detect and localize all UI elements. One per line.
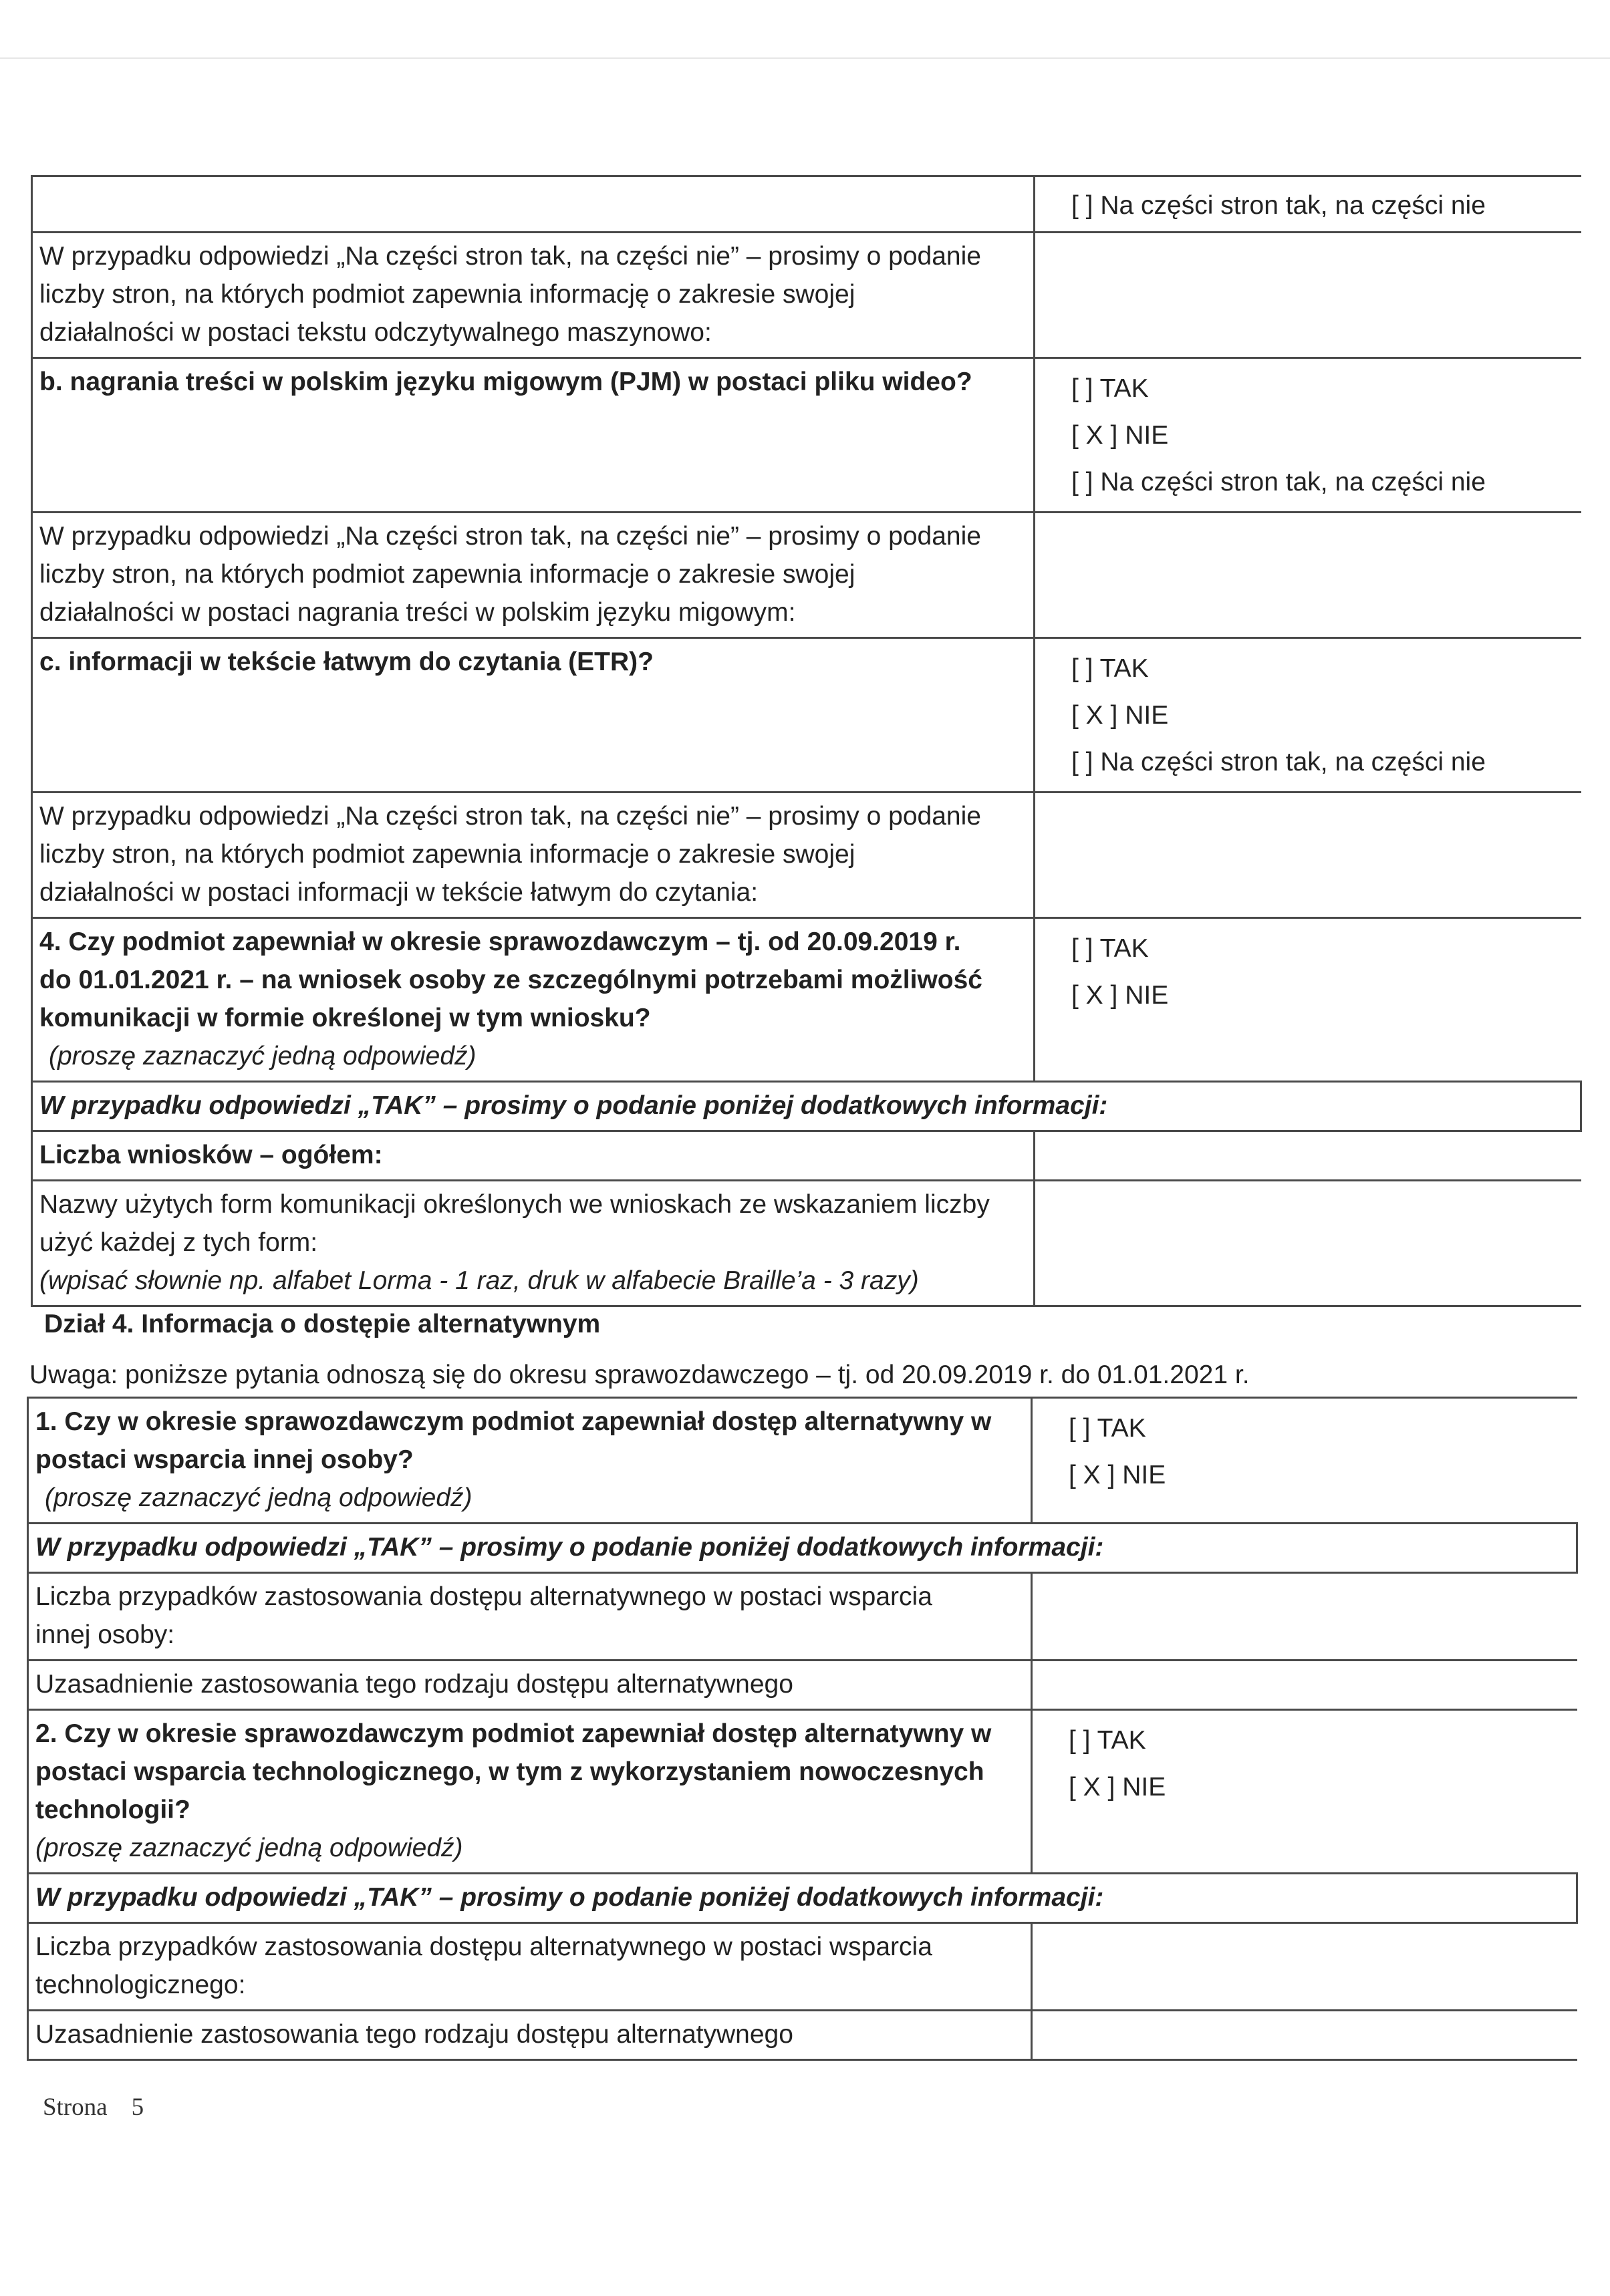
- option-nie[interactable]: [ X ] NIE: [1071, 981, 1169, 1010]
- text-line: działalności w postaci nagrania treści w polskim języku migowym:: [39, 598, 796, 627]
- table-row: [28, 1398, 1577, 1524]
- text-line: Liczba przypadków zastosowania dostępu alternatywnego w postaci wsparcia: [35, 1582, 932, 1611]
- text-line: działalności w postaci informacji w tekście łatwym do czytania:: [39, 878, 759, 907]
- text-line: liczby stron, na których podmiot zapewnia informacje o zakresie swojej: [39, 840, 855, 869]
- question-cell: [28, 1710, 1032, 1874]
- question-b: b. nagrania treści w polskim języku migowym (PJM) w postaci pliku wideo?: [39, 368, 972, 396]
- text-line: postaci wsparcia innej osoby?: [35, 1445, 414, 1474]
- answer-input-cell[interactable]: [1035, 513, 1581, 638]
- label-cell: [32, 1181, 1035, 1306]
- option-nie[interactable]: [ X ] NIE: [1071, 701, 1169, 730]
- answer-cell: [1032, 1710, 1577, 1874]
- answer-input-cell[interactable]: [1032, 1923, 1577, 2011]
- table-row: [32, 1082, 1581, 1131]
- text-line: działalności w postaci tekstu odczytywalnego maszynowo:: [39, 318, 712, 347]
- text-line: innej osoby:: [35, 1620, 175, 1649]
- text-line: do 01.01.2021 r. – na wniosek osoby ze szczególnymi potrzebami możliwość: [39, 966, 982, 994]
- question-4: 4. Czy podmiot zapewniał w okresie sprawozdawczym – tj. od 20.09.2019 r.: [39, 927, 961, 956]
- option-nie[interactable]: [ X ] NIE: [1069, 1461, 1166, 1489]
- question-cell: [32, 233, 1035, 358]
- question-cell: [28, 1398, 1032, 1524]
- option-tak[interactable]: [ ] TAK: [1069, 1414, 1146, 1443]
- text-line: technologicznego:: [35, 1971, 246, 1999]
- accessibility-table-part-1: [31, 175, 1582, 1307]
- option-tak[interactable]: [ ] TAK: [1071, 654, 1149, 683]
- alternative-access-table: [27, 1397, 1578, 2061]
- requests-total-label: Liczba wniosków – ogółem:: [39, 1141, 383, 1169]
- answer-cell: [1035, 358, 1581, 513]
- table-row: [32, 513, 1581, 638]
- text-line: liczby stron, na których podmiot zapewnia informacje o zakresie swojej: [39, 560, 855, 589]
- question-cell: [32, 638, 1035, 793]
- table-row: [32, 1131, 1581, 1181]
- justification-label: Uzasadnienie zastosowania tego rodzaju dostępu alternatywnego: [35, 2020, 793, 2049]
- text-line: technologii?: [35, 1796, 190, 1824]
- table-row: [28, 2011, 1577, 2060]
- table-row: [28, 1710, 1577, 1874]
- answer-cell: [1032, 1398, 1577, 1524]
- question-c: c. informacji w tekście łatwym do czytania (ETR)?: [39, 648, 654, 676]
- if-yes-header: [28, 1524, 1577, 1573]
- answer-input-cell[interactable]: [1032, 2011, 1577, 2060]
- question-cell: [32, 793, 1035, 918]
- table-row: [32, 638, 1581, 793]
- question-cell: [32, 918, 1035, 1082]
- justification-label: Uzasadnienie zastosowania tego rodzaju dostępu alternatywnego: [35, 1670, 793, 1699]
- option-tak[interactable]: [ ] TAK: [1071, 374, 1149, 403]
- question-cell: [32, 513, 1035, 638]
- label-cell: [28, 2011, 1032, 2060]
- section-heading: Dział 4. Informacja o dostępie alternatywnym: [44, 1310, 601, 1338]
- question-1: 1. Czy w okresie sprawozdawczym podmiot zapewniał dostęp alternatywny w: [35, 1407, 992, 1436]
- option-nie[interactable]: [ X ] NIE: [1071, 421, 1169, 450]
- answer-cell: [1035, 918, 1581, 1082]
- label-cell: [32, 1131, 1035, 1181]
- question-2: 2. Czy w okresie sprawozdawczym podmiot zapewniał dostęp alternatywny w: [35, 1719, 992, 1748]
- text-line: W przypadku odpowiedzi „TAK” – prosimy o podanie poniżej dodatkowych informacji:: [35, 1883, 1104, 1912]
- label-cell: [28, 1661, 1032, 1710]
- option-partial[interactable]: [ ] Na części stron tak, na części nie: [1071, 468, 1486, 496]
- answer-hint: (proszę zaznaczyć jedną odpowiedź): [45, 1483, 473, 1512]
- option-partial[interactable]: [ ] Na części stron tak, na części nie: [1071, 191, 1486, 220]
- question-cell: [32, 358, 1035, 513]
- table-row: [32, 176, 1581, 233]
- table-row: [32, 918, 1581, 1082]
- table-row: [32, 358, 1581, 513]
- table-row: [28, 1573, 1577, 1661]
- option-nie[interactable]: [ X ] NIE: [1069, 1773, 1166, 1802]
- answer-input-cell[interactable]: [1032, 1661, 1577, 1710]
- table-row: [28, 1874, 1577, 1923]
- answer-cell: [1035, 638, 1581, 793]
- empty-cell: [32, 176, 1035, 233]
- text-line: W przypadku odpowiedzi „Na części stron tak, na części nie” – prosimy o podanie: [39, 802, 981, 831]
- text-line: Nazwy użytych form komunikacji określonych we wnioskach ze wskazaniem liczby: [39, 1190, 990, 1219]
- answer-input-cell[interactable]: [1035, 233, 1581, 358]
- label-cell: [28, 1573, 1032, 1661]
- option-tak[interactable]: [ ] TAK: [1071, 934, 1149, 963]
- answer-hint: (proszę zaznaczyć jedną odpowiedź): [35, 1834, 463, 1862]
- page-footer: [43, 2093, 144, 2122]
- table-row: [32, 1181, 1581, 1306]
- text-line: W przypadku odpowiedzi „Na części stron tak, na części nie” – prosimy o podanie: [39, 242, 981, 271]
- table-row: [28, 1524, 1577, 1573]
- text-line: W przypadku odpowiedzi „Na części stron tak, na części nie” – prosimy o podanie: [39, 522, 981, 551]
- table-row: [32, 793, 1581, 918]
- table-row: [28, 1661, 1577, 1710]
- text-line: W przypadku odpowiedzi „TAK” – prosimy o podanie poniżej dodatkowych informacji:: [39, 1091, 1108, 1120]
- answer-cell: [1035, 176, 1581, 233]
- label-cell: [28, 1923, 1032, 2011]
- text-line: użyć każdej z tych form:: [39, 1228, 318, 1257]
- answer-input-cell[interactable]: [1035, 793, 1581, 918]
- answer-hint: (proszę zaznaczyć jedną odpowiedź): [49, 1042, 477, 1070]
- page-number: 5: [131, 2094, 144, 2121]
- table-row: [32, 233, 1581, 358]
- text-line: komunikacji w formie określonej w tym wniosku?: [39, 1004, 651, 1032]
- table-row: [28, 1923, 1577, 2011]
- page-label: Strona: [43, 2094, 108, 2121]
- section-note: Uwaga: poniższe pytania odnoszą się do okresu sprawozdawczego – tj. od 20.09.2019 r. do 01.01.2021 r.: [29, 1360, 1250, 1389]
- text-line: postaci wsparcia technologicznego, w tym z wykorzystaniem nowoczesnych: [35, 1757, 984, 1786]
- text-line: liczby stron, na których podmiot zapewnia informację o zakresie swojej: [39, 280, 855, 309]
- option-tak[interactable]: [ ] TAK: [1069, 1726, 1146, 1755]
- text-line: W przypadku odpowiedzi „TAK” – prosimy o podanie poniżej dodatkowych informacji:: [35, 1533, 1104, 1562]
- text-line: Liczba przypadków zastosowania dostępu alternatywnego w postaci wsparcia: [35, 1932, 932, 1961]
- if-yes-header: [32, 1082, 1581, 1131]
- answer-hint: (wpisać słownie np. alfabet Lorma - 1 raz, druk w alfabecie Braille’a - 3 razy): [39, 1266, 919, 1295]
- option-partial[interactable]: [ ] Na części stron tak, na części nie: [1071, 748, 1486, 776]
- answer-input-cell[interactable]: [1035, 1131, 1581, 1181]
- answer-input-cell[interactable]: [1032, 1573, 1577, 1661]
- if-yes-header: [28, 1874, 1577, 1923]
- answer-input-cell[interactable]: [1035, 1181, 1581, 1306]
- top-border-line: [0, 57, 1610, 59]
